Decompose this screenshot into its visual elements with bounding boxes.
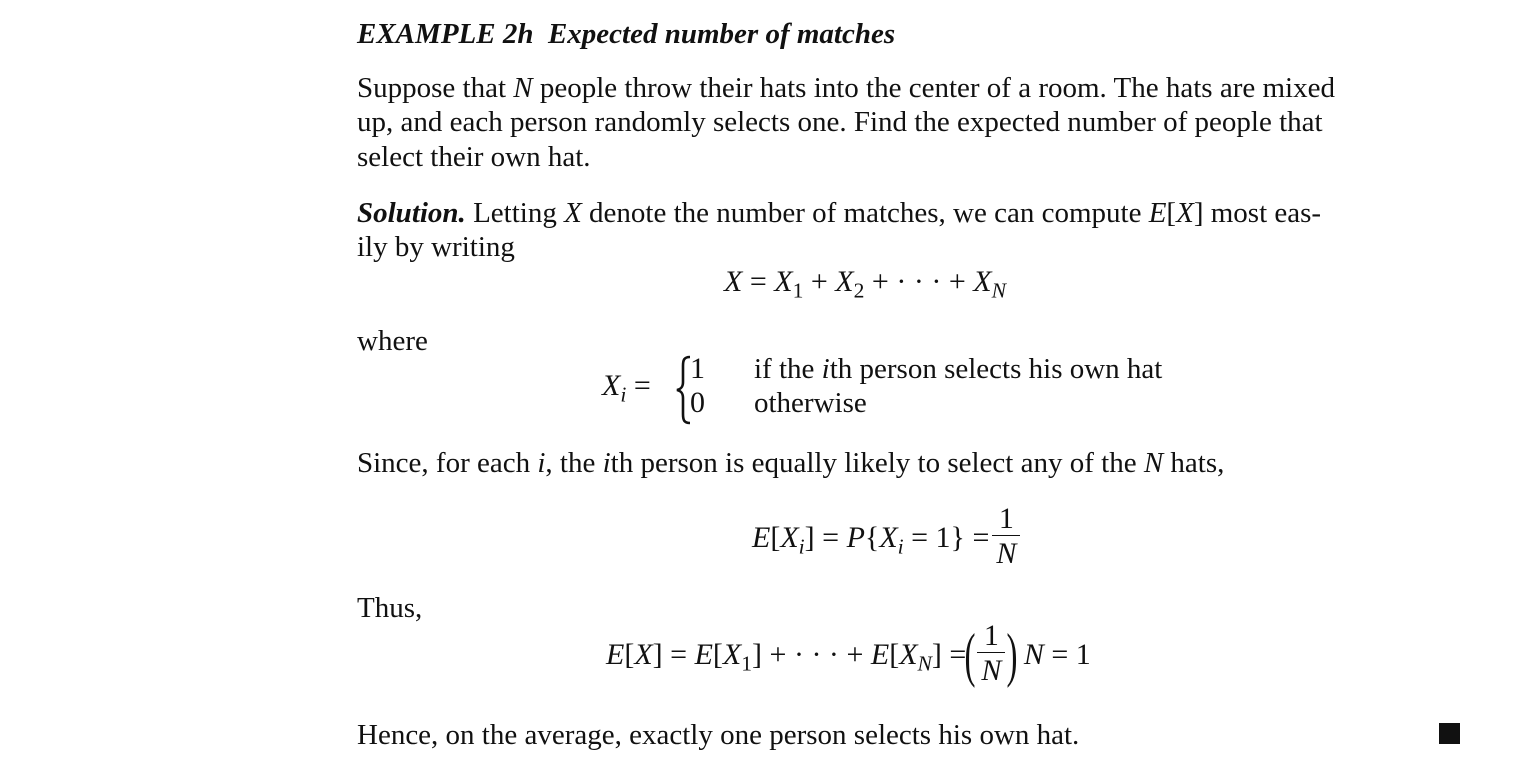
solution-line-2: ily by writing xyxy=(357,231,515,263)
case-value-1: 1 xyxy=(690,352,705,385)
solution-label: Solution. xyxy=(357,197,466,229)
example-label: EXAMPLE 2h xyxy=(357,18,534,50)
solution-line-1: Solution. Letting X denote the number of matches, we can compute E[X] most eas- xyxy=(357,197,1322,229)
problem-line-1: Suppose that N people throw their hats into the center of a room. The hats are mixed xyxy=(357,72,1335,104)
example-title: Expected number of matches xyxy=(547,18,896,50)
since-line: Since, for each i, the ith person is equally likely to select any of the N hats, xyxy=(357,447,1225,479)
equation-expectation-xi: $E[X_i] = P\{X_i = 1\}$ = $\frac{1}{N}$ xyxy=(752,503,1023,572)
equation-expectation-x: $E[X] = E[X_1]$ + · · · + $E[X_N]$ = ( $\frac{1}{N}$ ) N = 1 xyxy=(606,619,1091,688)
thus-text: Thus, xyxy=(357,592,423,624)
equation-sum: $X = X_1 + X_2$ + · · · + $X_N$ xyxy=(724,265,1006,303)
problem-line-3: select their own hat. xyxy=(357,141,591,173)
end-of-example-square xyxy=(1439,723,1460,744)
fraction-one-over-n: $\frac{1}{N}$ xyxy=(992,503,1020,572)
conclusion-line: Hence, on the average, exactly one person selects his own hat. xyxy=(357,719,1080,751)
case-value-0: 0 xyxy=(690,386,705,419)
where-text: where xyxy=(357,325,428,357)
case-condition-1: if the ith person selects his own hat xyxy=(754,353,1163,385)
case-condition-2: otherwise xyxy=(754,387,867,419)
example-heading xyxy=(357,18,895,51)
cases-lhs: $X_i$ = xyxy=(602,369,651,407)
problem-line-2: up, and each person randomly selects one. Find the expected number of people that xyxy=(357,106,1323,138)
fraction-one-over-n-paren: $\frac{1}{N}$ xyxy=(977,620,1005,689)
